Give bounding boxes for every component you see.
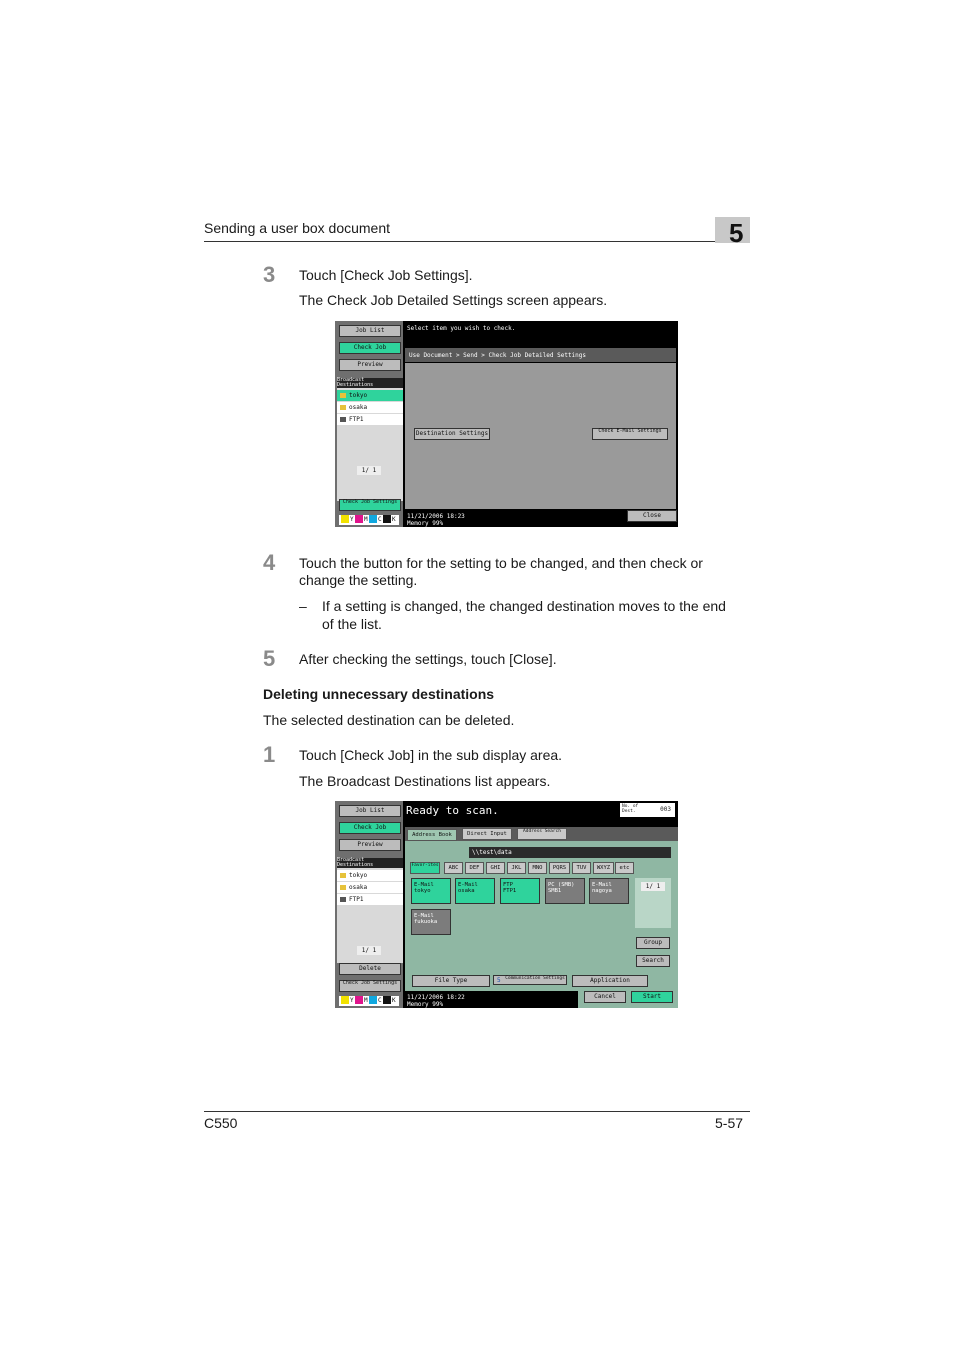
comm-settings-count: 5 [497,977,501,984]
index-tab[interactable]: DEF [465,862,484,874]
step-number: 5 [263,646,276,671]
step-text-cont: change the setting. [299,572,418,588]
tab-address-search[interactable]: Address Search [517,828,567,840]
step-text: After checking the settings, touch [Close]. [299,651,557,667]
start-button[interactable]: Start [631,991,673,1003]
destination-button[interactable]: E-Mail osaka [455,878,495,904]
dest-count: 003 [660,806,671,813]
toner-cyan-icon [369,996,377,1004]
memory-status: Memory 99% [407,520,444,527]
destination-button[interactable]: FTP FTP1 [500,878,540,904]
preview-button[interactable]: Preview [339,359,401,371]
footer-page-number: 5-57 [715,1115,744,1131]
list-item[interactable]: FTP1 [337,414,403,425]
check-job-settings-button[interactable]: Check Job Settings [339,499,401,511]
header-rule [204,241,750,242]
close-button[interactable]: Close [627,510,677,522]
destination-button[interactable]: E-Mail fukuoka [411,909,451,935]
check-job-settings-screenshot [335,321,678,527]
list-item[interactable]: osaka [337,882,403,893]
step-number: 3 [263,262,276,287]
preview-button[interactable]: Preview [339,839,401,851]
index-tab[interactable]: WXYZ [593,862,614,874]
date-time: 11/21/2006 18:23 [407,513,465,520]
tab-direct-input[interactable]: Direct Input [462,828,512,840]
list-item[interactable]: FTP1 [337,894,403,905]
toner-cyan-icon [369,515,377,523]
sub-display-area [335,801,403,1008]
cancel-button[interactable]: Cancel [584,991,626,1003]
path-field: \\test\data [469,847,671,858]
broadcast-destinations-screenshot [335,801,678,1008]
status-message: Ready to scan. [406,804,499,817]
destination-settings-button[interactable]: Destination Settings [414,428,490,440]
footer-model: C550 [204,1115,238,1131]
index-tab-favorites[interactable]: Favor-ites [410,862,440,874]
communication-settings-button[interactable]: 5 Communication Settings [493,975,567,985]
bullet-text: If a setting is changed, the changed destination moves to the end [322,598,726,614]
message-text: Select item you wish to check. [407,325,516,332]
index-tab[interactable]: PQRS [549,862,570,874]
memory-status: Memory 99% [407,1001,444,1008]
toner-magenta-icon [355,515,363,523]
step-text: Touch [Check Job] in the sub display area. [299,747,563,763]
toner-indicator: Y M C K [339,996,399,1006]
page-counter: 1/ 1 [641,882,665,891]
job-list-button[interactable]: Job List [339,325,401,337]
step-result: The Check Job Detailed Settings screen appears. [299,292,608,308]
mail-icon [340,393,346,398]
list-header: Broadcast Destinations [337,858,403,868]
dest-count-box [620,803,675,817]
bullet-text-cont: of the list. [322,616,382,632]
destination-button[interactable]: E-Mail tokyo [411,878,451,904]
search-button[interactable]: Search [636,955,670,967]
list-item[interactable]: tokyo [337,870,403,881]
index-tab[interactable]: MNO [528,862,547,874]
step-text: Touch the button for the setting to be changed, and then check or [299,555,703,571]
destination-button[interactable]: PC (SMB) SMB1 [545,878,585,904]
index-tab[interactable]: GHI [486,862,505,874]
breadcrumb-bar [405,348,676,362]
index-tab[interactable]: TUV [572,862,591,874]
date-time: 11/21/2006 18:22 [407,994,465,1001]
destination-button[interactable]: E-Mail nagoya [589,878,629,904]
toner-magenta-icon [355,996,363,1004]
step-result: The Broadcast Destinations list appears. [299,773,551,789]
index-tab[interactable]: etc [615,862,634,874]
list-item[interactable]: tokyo [337,390,403,401]
check-job-button[interactable]: Check Job [339,822,401,834]
mail-icon [340,885,346,890]
step-text: Touch [Check Job Settings]. [299,267,473,283]
tab-address-book[interactable]: Address Book [407,829,457,841]
group-button[interactable]: Group [636,937,670,949]
toner-yellow-icon [341,515,349,523]
list-header: Broadcast Destinations [337,378,403,388]
application-button[interactable]: Application [572,975,648,987]
page-scroll-area [635,878,671,928]
page-counter: 1/ 1 [357,466,381,475]
email-settings-button[interactable]: Check E-Mail Settings [592,428,668,440]
toner-yellow-icon [341,996,349,1004]
dest-count-label: No. of Dest. [622,804,639,814]
chapter-number: 5 [729,218,744,248]
check-job-button[interactable]: Check Job [339,342,401,354]
job-list-button[interactable]: Job List [339,805,401,817]
page-counter: 1/ 1 [357,946,381,955]
index-tab[interactable]: ABC [444,862,463,874]
step-number: 1 [263,742,276,767]
toner-black-icon [383,996,391,1004]
toner-indicator: Y M C K [339,515,399,525]
section-heading: Deleting unnecessary destinations [263,686,495,702]
check-job-settings-button[interactable]: Check Job Settings [339,980,401,992]
file-type-button[interactable]: File Type [412,975,490,987]
section-intro: The selected destination can be deleted. [263,712,515,728]
mail-icon [340,405,346,410]
delete-button[interactable]: Delete [339,963,401,975]
ftp-icon [340,417,346,422]
index-tab[interactable]: JKL [507,862,526,874]
bullet-dash: – [299,598,307,614]
footer-rule [204,1111,750,1112]
breadcrumb: Use Document > Send > Check Job Detailed Settings [409,352,587,359]
ftp-icon [340,897,346,902]
toner-black-icon [383,515,391,523]
running-header-title: Sending a user box document [204,220,391,236]
step-number: 4 [263,550,276,575]
mail-icon [340,873,346,878]
sub-display-area [335,321,403,527]
list-item[interactable]: osaka [337,402,403,413]
